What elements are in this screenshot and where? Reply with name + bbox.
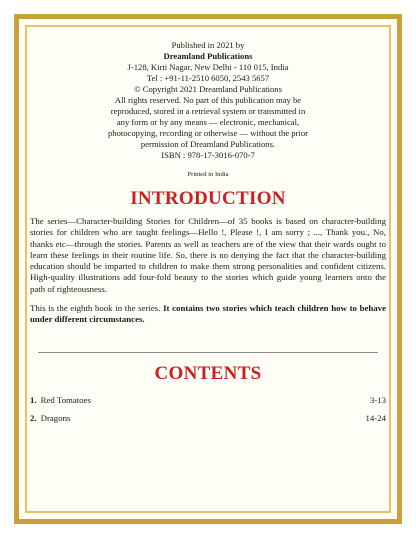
pub-rights: any form or by any means — electronic, mechanical, — [116, 117, 300, 127]
page-content — [30, 40, 386, 431]
pub-line: Published in 2021 by — [171, 40, 245, 50]
contents-item-number: 1. — [30, 394, 37, 405]
contents-item-label — [30, 395, 91, 405]
contents-item — [30, 413, 386, 423]
publisher-name: Dreamland Publications — [163, 51, 253, 61]
contents-item-number: 2. — [30, 412, 37, 423]
contents-item-pages: 14-24 — [365, 412, 386, 423]
contents-item-title: Red Tomatoes — [40, 394, 91, 405]
printed-in: Printed in India — [187, 171, 229, 178]
contents-heading: CONTENTS — [154, 362, 262, 384]
intro-plain-text: This is the eighth book in the series. — [30, 303, 164, 314]
contents-item-pages: 3-13 — [369, 394, 386, 405]
section-divider — [38, 352, 378, 353]
pub-phone: Tel : +91-11-2510 6050, 2543 5657 — [146, 73, 270, 83]
introduction-paragraph: The series—Character-building Stories for Children—of 35 books is based on character-building stories for children who are taught feelings—Hello !, Please !, I am sorry ; ..., Thank you., No, thanks etc—through the stories. Parents as well as teachers are of the view that their wards ought to learn these feelings in their routine life. So, there is no denying the fact that the character-building education should be imparted to children to make them strong personalities and confident citizens. High-quality illustrations add four-fold beauty to the stories which guide young learners onto the path of righteousness. — [30, 216, 386, 294]
pub-isbn: ISBN : 978-17-3016-070-7 — [161, 150, 255, 160]
contents-item — [30, 395, 386, 405]
pub-address: J-128, Kirti Nagar, New Delhi - 110 015, India — [127, 62, 289, 72]
introduction-heading: INTRODUCTION — [130, 188, 286, 209]
introduction-paragraph-2 — [30, 303, 386, 326]
publisher-info — [30, 40, 386, 161]
contents-item-label — [30, 413, 70, 423]
intro-bold-text: It contains two stories which teach children how to behave under different circumstances. — [30, 303, 386, 325]
pub-rights: reproduced, stored in a retrieval system or transmitted in — [110, 106, 306, 116]
pub-copyright: © Copyright 2021 Dreamland Publications — [134, 84, 282, 94]
pub-rights: photocopying, recording or otherwise — without the prior — [107, 128, 308, 138]
pub-rights: All rights reserved. No part of this publication may be — [114, 95, 302, 105]
contents-item-title: Dragons — [40, 412, 71, 423]
pub-rights: permission of Dreamland Publications. — [140, 139, 276, 149]
